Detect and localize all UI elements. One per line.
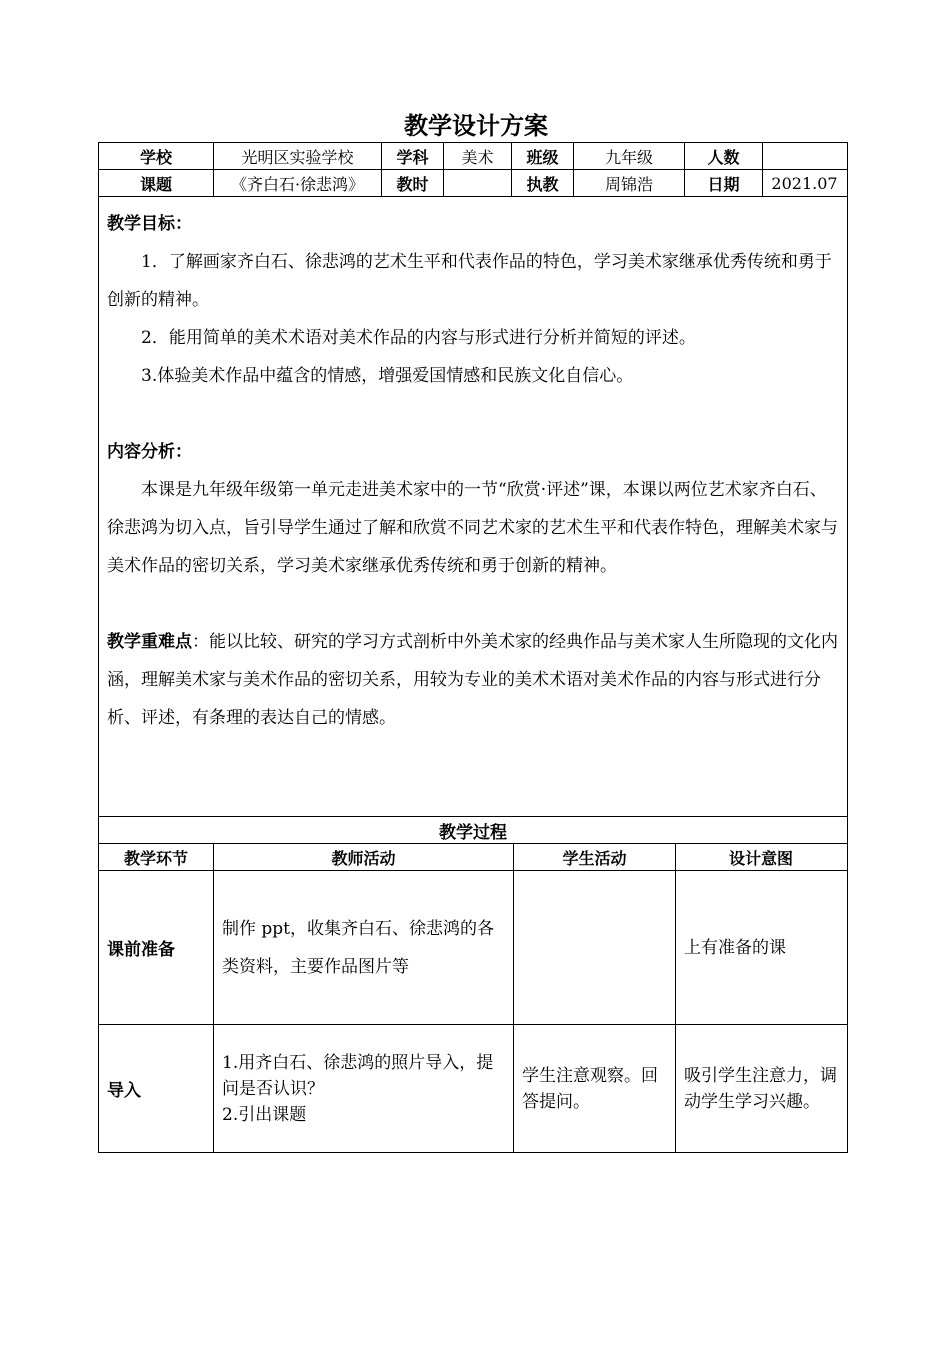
lesson-content [99, 197, 847, 817]
document-title: 教学设计方案 [404, 112, 548, 140]
lesson-plan-table [98, 142, 848, 1153]
info-row-1 [99, 143, 847, 170]
teacher-activity-cell: 制作 ppt，收集齐白石、徐悲鸿的各类资料，主要作品图片等 [214, 871, 514, 1024]
analysis-heading: 内容分析： [107, 442, 192, 462]
key-points-paragraph [107, 623, 839, 737]
stage-cell: 课前准备 [99, 871, 214, 1024]
student-activity-cell: 学生注意观察。回答提问。 [514, 1025, 676, 1152]
count-label: 人数 [685, 143, 763, 169]
objective-item: 3.体验美术作品中蕴含的情感，增强爱国情感和民族文化自信心。 [141, 366, 634, 386]
objective-item: 2．能用简单的美术术语对美术作品的内容与形式进行分析并简短的评述。 [141, 328, 696, 348]
hours-label: 教时 [382, 170, 444, 196]
topic-label: 课题 [99, 170, 214, 196]
subject-label: 学科 [382, 143, 444, 169]
process-header: 设计意图 [728, 848, 793, 868]
teacher-activity-line: 1.用齐白石、徐悲鸿的照片导入，提问是否认识？ [222, 1052, 494, 1099]
class-value: 九年级 [574, 143, 685, 169]
teacher-value: 周锦浩 [574, 170, 685, 196]
design-intent-cell: 吸引学生注意力，调动学生学习兴趣。 [684, 1065, 837, 1112]
teacher-activity-cell [214, 1025, 514, 1152]
process-title: 教学过程 [99, 817, 847, 844]
stage-cell: 导入 [99, 1025, 214, 1152]
subject-value: 美术 [444, 143, 512, 169]
process-header: 学生活动 [514, 844, 676, 870]
hours-value [444, 170, 512, 196]
school-value: 光明区实验学校 [214, 143, 382, 169]
date-value: 2021.07 [771, 173, 838, 193]
objective-item: 1．了解画家齐白石、徐悲鸿的艺术生平和代表作品的特色，学习美术家继承优秀传统和勇于创新的精神。 [107, 252, 832, 310]
process-header-row [99, 844, 847, 871]
analysis-text: 本课是九年级年级第一单元走进美术家中的一节“欣赏·评述”课，本课以两位艺术家齐白石、徐悲鸿为切入点，旨引导学生通过了解和欣赏不同艺术家的艺术生平和代表作特色，理解美术家与美术作品的密切关系，学习美术家继承优秀传统和勇于创新的精神。 [107, 480, 838, 576]
school-label: 学校 [99, 143, 214, 169]
objectives-heading: 教学目标： [107, 214, 192, 234]
process-header: 教师活动 [214, 844, 514, 870]
process-row [99, 871, 847, 1025]
student-activity-cell [514, 871, 676, 1024]
teacher-label: 执教 [512, 170, 574, 196]
info-row-2 [99, 170, 847, 197]
process-header: 教学环节 [99, 844, 214, 870]
date-label: 日期 [685, 170, 763, 196]
key-points-heading: 教学重难点 [107, 632, 192, 652]
design-intent-cell: 上有准备的课 [684, 937, 786, 958]
count-value [763, 143, 846, 169]
class-label: 班级 [512, 143, 574, 169]
process-row [99, 1025, 847, 1152]
teacher-activity-line: 2.引出课题 [222, 1104, 307, 1125]
key-points-text: ：能以比较、研究的学习方式剖析中外美术家的经典作品与美术家人生所隐现的文化内涵，理解美术家与美术作品的密切关系，用较为专业的美术术语对美术作品的内容与形式进行分析、评述，有条理的表达自己的情感。 [107, 632, 838, 728]
topic-value: 《齐白石·徐悲鸿》 [214, 170, 382, 196]
